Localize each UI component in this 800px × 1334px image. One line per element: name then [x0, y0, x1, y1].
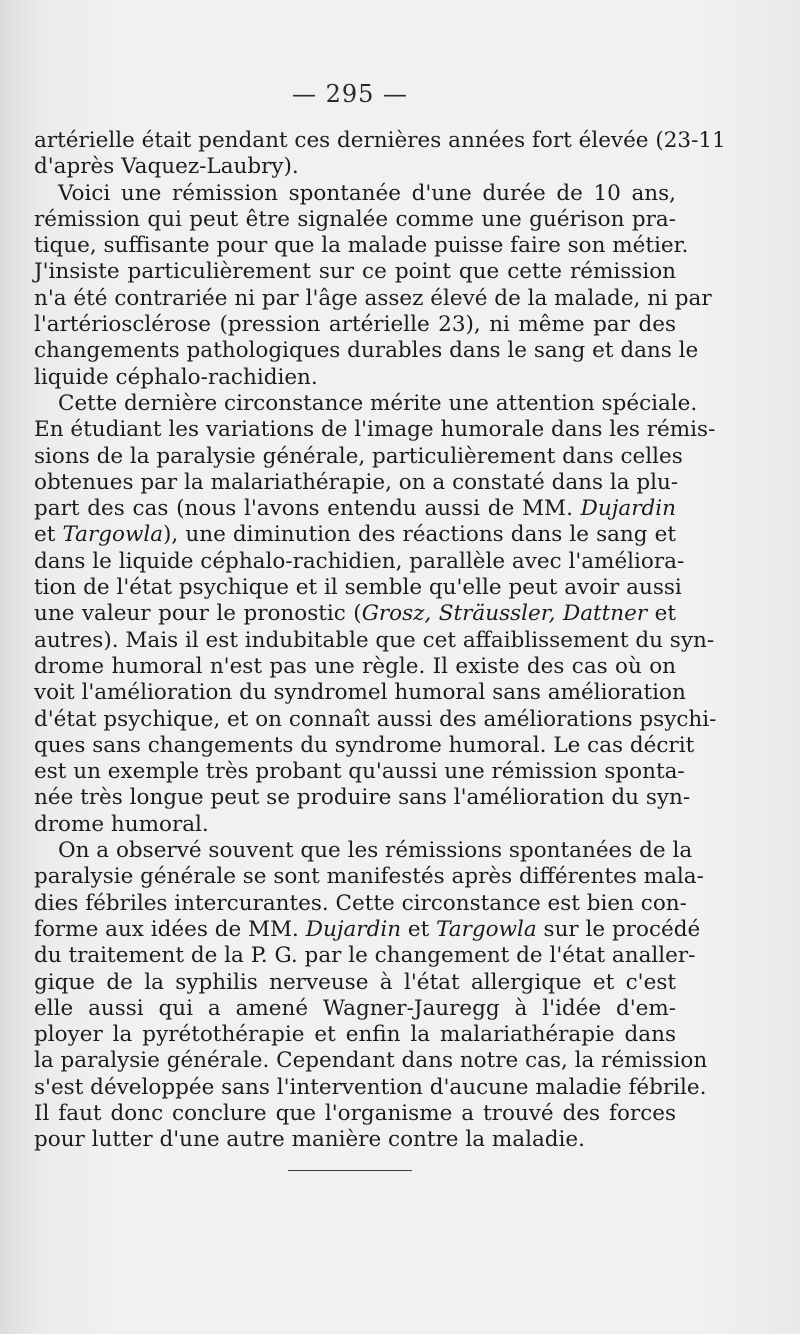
text-line: sions de la paralysie générale, particulièrement dans celles [34, 443, 683, 469]
text-line: tique, suffisante pour que la malade puisse faire son métier. [34, 233, 689, 259]
text-line: une valeur pour le pronostic (Grosz, Sträussler, Dattner et [34, 601, 676, 627]
text-line: liquide céphalo-rachidien. [34, 364, 318, 390]
text-line: Cette dernière circonstance mérite une attention spéciale. [58, 390, 698, 416]
text-line: J'insiste particulièrement sur ce point que cette rémission [34, 259, 676, 285]
text-line: On a observé souvent que les rémissions spontanées de la [58, 838, 693, 864]
text-line: autres). Mais il est indubitable que cet affaiblissement du syn- [34, 627, 715, 653]
text-line: s'est développée sans l'intervention d'aucune maladie fébrile. [34, 1074, 707, 1100]
text-line: est un exemple très probant qu'aussi une rémission sponta- [34, 759, 685, 785]
text-line: d'après Vaquez-Laubry). [34, 154, 299, 180]
text-line: gique de la syphilis nerveuse à l'état allergique et c'est [34, 969, 676, 995]
text-line: pour lutter d'une autre manière contre la maladie. [34, 1127, 585, 1153]
text-line: tion de l'état psychique et il semble qu'elle peut avoir aussi [34, 575, 682, 601]
text-line: Il faut donc conclure que l'organisme a trouvé des forces [34, 1100, 676, 1126]
text-line: n'a été contrariée ni par l'âge assez élevé de la malade, ni par [34, 285, 712, 311]
end-rule [288, 1170, 412, 1171]
paragraph [34, 390, 717, 838]
text-line: paralysie générale se sont manifestés après différentes mala- [34, 864, 704, 890]
text-line: En étudiant les variations de l'image humorale dans les rémis- [34, 417, 716, 443]
text-line: elle aussi qui a amené Wagner-Jauregg à l'idée d'em- [34, 995, 676, 1021]
text-line: drome humoral n'est pas une règle. Il existe des cas où on [34, 653, 676, 679]
text-line: ployer la pyrétothérapie et enfin la malariathérapie dans [34, 1022, 676, 1048]
text-line: l'artériosclérose (pression artérielle 23), ni même par des [34, 312, 676, 338]
text-line: artérielle était pendant ces dernières années fort élevée (23-11 [34, 128, 726, 153]
body-text [34, 128, 726, 1154]
text-line: part des cas (nous l'avons entendu aussi de MM. Dujardin [34, 496, 676, 522]
text-line: dans le liquide céphalo-rachidien, parallèle avec l'améliora- [34, 548, 685, 574]
paragraph [34, 180, 712, 391]
paragraph [34, 128, 726, 181]
text-line: Voici une rémission spontanée d'une durée de 10 ans, [58, 180, 676, 206]
paragraph [34, 838, 708, 1154]
text-line: la paralysie générale. Cependant dans notre cas, la rémission [34, 1048, 708, 1074]
page-number: — 295 — [291, 80, 409, 108]
text-line: voit l'amélioration du syndromel humoral sans amélioration [34, 680, 686, 706]
text-line: d'état psychique, et on connaît aussi des améliorations psychi- [34, 706, 717, 732]
text-line: forme aux idées de MM. Dujardin et Targowla sur le procédé [34, 916, 701, 942]
text-line: née très longue peut se produire sans l'amélioration du syn- [34, 785, 691, 811]
text-line: drome humoral. [34, 811, 209, 837]
text-line: changements pathologiques durables dans le sang et dans le [34, 338, 699, 364]
text-line: ques sans changements du syndrome humoral. Le cas décrit [34, 732, 695, 758]
text-line: du traitement de la P. G. par le changement de l'état analler- [34, 943, 696, 969]
text-line: dies fébriles intercurantes. Cette circonstance est bien con- [34, 890, 687, 916]
text-line: rémission qui peut être signalée comme une guérison pra- [34, 206, 676, 232]
text-line: et Targowla), une diminution des réactions dans le sang et [34, 522, 676, 548]
text-line: obtenues par la malariathérapie, on a constaté dans la plu- [34, 469, 679, 495]
